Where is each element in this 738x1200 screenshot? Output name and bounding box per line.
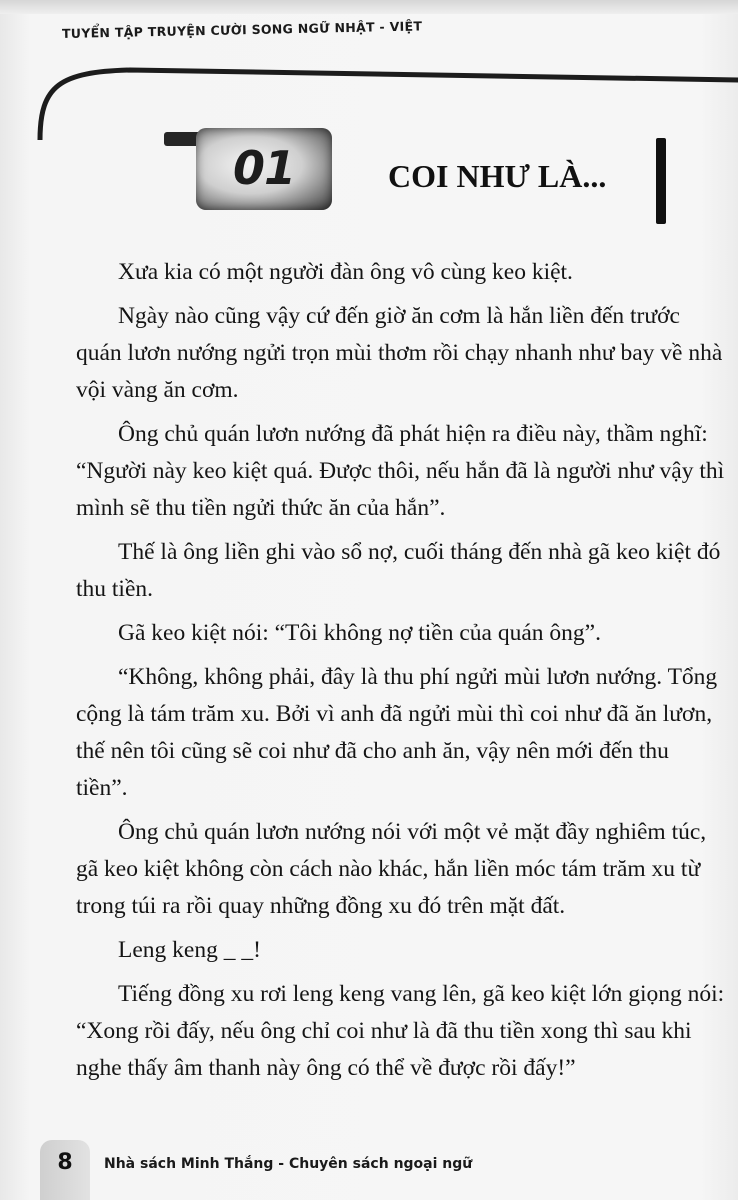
page-number: 8 — [57, 1150, 73, 1175]
publisher-footer: Nhà sách Minh Thắng - Chuyên sách ngoại ngữ — [104, 1156, 473, 1172]
page-top-strip — [0, 0, 738, 14]
title-bar-decoration — [656, 138, 666, 224]
story-paragraph: Ông chủ quán lươn nướng đã phát hiện ra điều này, thầm nghĩ: “Người này keo kiệt quá. Được thôi, nếu hắn đã là người như vậy thì mình sẽ thu tiền ngửi thức ăn của hắn”. — [76, 421, 725, 521]
story-paragraph: Xưa kia có một người đàn ông vô cùng keo kiệt. — [118, 259, 573, 285]
story-paragraph: Ngày nào cũng vậy cứ đến giờ ăn cơm là hắn liền đến trước quán lươn nướng ngửi trọn mùi thơm rồi chạy nhanh như bay về nhà vội vàng ăn cơm. — [76, 303, 723, 403]
story-paragraph: Ông chủ quán lươn nướng nói với một vẻ mặt đầy nghiêm túc, gã keo kiệt không còn cách nào khác, hắn liền móc tám trăm xu từ trong túi ra rồi quay những đồng xu đó trên mặt đất. — [76, 819, 707, 919]
story-paragraph: Tiếng đồng xu rơi leng keng vang lên, gã keo kiệt lớn giọng nói: “Xong rồi đấy, nếu ông chỉ coi như là đã thu tiền xong thì sau khi nghe thấy âm thanh này ông có thể về được rồi đấy!” — [76, 981, 725, 1081]
story-paragraph: Gã keo kiệt nói: “Tôi không nợ tiền của quán ông”. — [118, 620, 601, 646]
chapter-title: COI NHƯ LÀ... — [388, 158, 607, 194]
chapter-number: 01 — [232, 141, 295, 195]
series-title: TUYỂN TẬP TRUYỆN CƯỜI SONG NGỮ NHẬT - VIỆT — [61, 18, 423, 41]
story-paragraph: Thế là ông liền ghi vào sổ nợ, cuối tháng đến nhà gã keo kiệt đó thu tiền. — [76, 539, 721, 602]
story-body — [76, 254, 726, 1094]
story-paragraph: Leng keng _ _! — [118, 937, 261, 963]
story-paragraph: “Không, không phải, đây là thu phí ngửi mùi lươn nướng. Tổng cộng là tám trăm xu. Bởi vì anh đã ngửi mùi thì coi như đã ăn lươn, thế nên tôi cũng sẽ coi như đã cho anh ăn, vậy nên mới đến thu tiền”. — [76, 664, 718, 801]
